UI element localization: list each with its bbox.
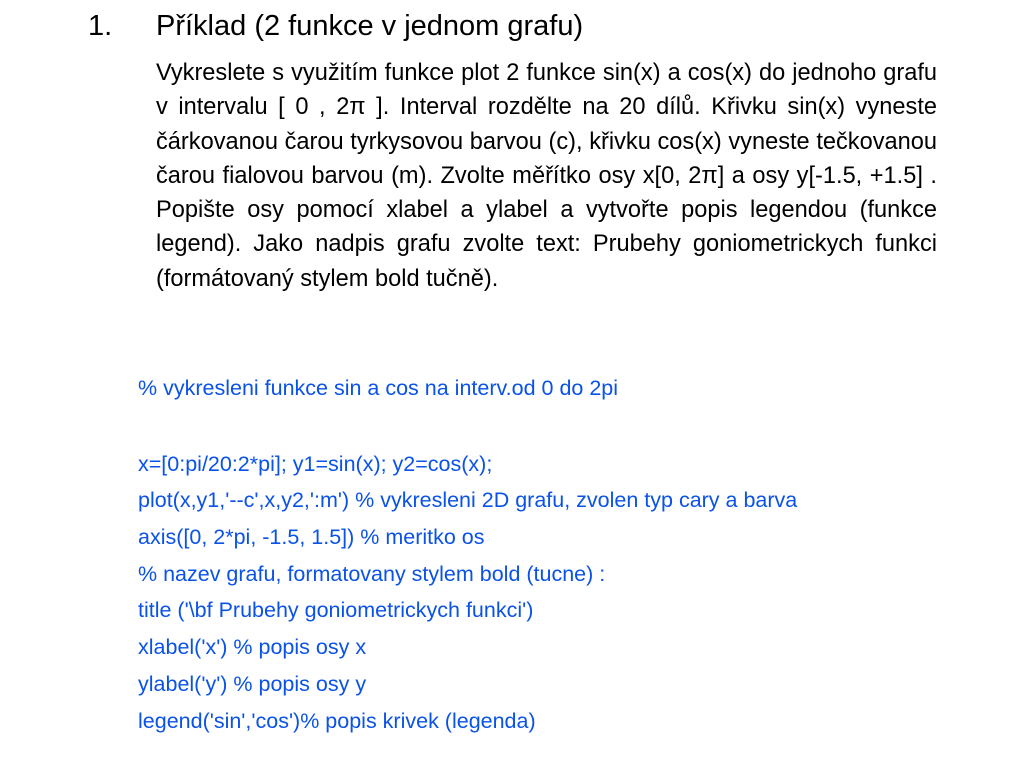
code-line-vectors: x=[0:pi/20:2*pi]; y1=sin(x); y2=cos(x); <box>138 452 493 476</box>
code-line-plot: plot(x,y1,'--c',x,y2,':m') % vykresleni 2D grafu, zvolen typ cary a barva <box>138 488 798 512</box>
code-line-ylabel: ylabel('y') % popis osy y <box>138 672 367 696</box>
code-line-axis: axis([0, 2*pi, -1.5, 1.5]) % meritko os <box>138 525 485 549</box>
heading-number: 1. <box>88 10 113 42</box>
code-line-xlabel: xlabel('x') % popis osy x <box>138 635 367 659</box>
code-line-legend: legend('sin','cos')% popis krivek (legenda) <box>138 709 536 733</box>
code-line-title: title ('\bf Prubehy goniometrickych funkci') <box>138 598 534 622</box>
code-line-title-comment: % nazev grafu, formatovany stylem bold (tucne) : <box>138 562 606 586</box>
task-description: Vykreslete s využitím funkce plot 2 funkce sin(x) a cos(x) do jednoho grafu v intervalu [ 0 , 2π ]. Interval rozdělte na 20 dílů. Křivku sin(x) vyneste čárkovanou čarou tyrkysovou barvou (c), křivku cos(x) vyneste tečkovanou čarou fialovou barvou (m). Zvolte měřítko osy x[0, 2π] a osy y[-1.5, +1.5] . Popište osy pomocí xlabel a ylabel a vytvořte popis legendou (funkce legend). Jako nadpis grafu zvolte text: Prubehy goniometrickych funkci (formátovaný stylem bold tučně). <box>156 60 937 292</box>
code-line-comment: % vykresleni funkce sin a cos na interv.od 0 do 2pi <box>138 376 619 400</box>
slide-heading <box>88 6 583 46</box>
heading-title: Příklad (2 funkce v jednom grafu) <box>156 10 584 42</box>
